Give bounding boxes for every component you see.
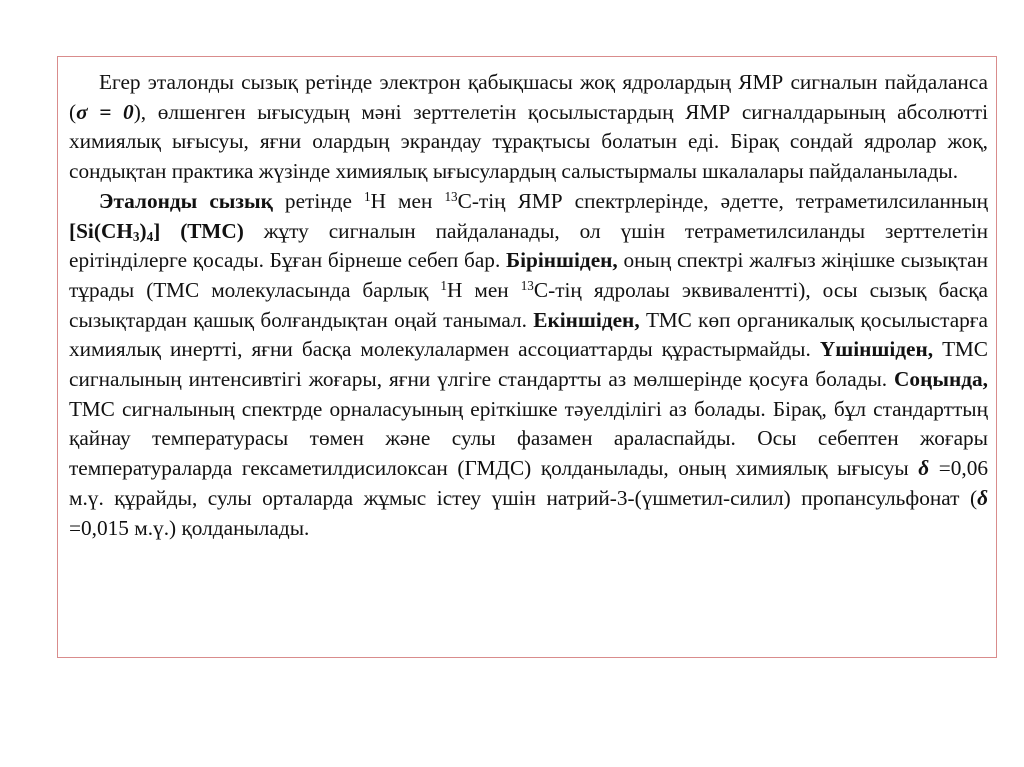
text-span: =0,015 м.ү.) қолданылады. [69,515,310,540]
delta-symbol: δ [918,456,930,481]
formula-part: ] (ТМС) [153,218,244,243]
paragraph-tms-standard [69,187,988,543]
tms-formula [69,219,244,243]
text-span: ТМС сигналының спектрде орналасуының еріткішке тәуелділігі аз болады. Бірақ, бұл стандарттың қайнау температурасы төмен және сулы фазамен араласпайды. Осы себептен жоғары температураларда гексаметилдисилоксан (ГМДС) қолданылады, оның химиялық ығысуы [69,396,988,481]
text-span: ретінде [272,188,365,213]
text-span: H мен [370,188,445,213]
bold-firstly: Біріншіден, [506,248,618,273]
subscript: 3 [132,229,140,245]
text-span: ТМС сигналының интенсивтігі жоғары, яғни үлгіге стандартты аз мөлшерінде қосуға болады. [69,337,988,392]
bold-term-reference-line: Эталонды сызық [99,188,273,213]
superscript: 1 [364,188,371,204]
text-span: C-тің ЯМР спектрлерінде, әдетте, тетраметилсиланның [457,188,988,213]
slide-text-frame [57,56,997,658]
bold-thirdly: Үшіншіден, [819,337,934,362]
formula-part: [Si(CH [69,218,133,243]
text-span: жұту сигналын пайдаланады, ол үшін тетраметилсиланды зерттелетін ерітінділерге қосады. Бұған бірнеше себеп бар. [69,218,988,273]
text-span: ), өлшенген ығысудың мәні зерттелетін қосылыстардың ЯМР сигналдарының абсолютті химиялық ығысуы, яғни олардың экрандау тұрақтысы болатын еді. Бірақ сондай ядролар жоқ, сондықтан практика жүзінде химиялық ығысулардың салыстырмалы шкалалары пайдаланылады. [69,99,988,184]
text-span: оның спектрі жалғыз жіңішке сызықтан тұрады (ТМС молекуласында барлық [69,248,988,302]
sigma-equation: σ = 0 [76,99,134,124]
superscript: 1 [440,277,447,293]
subscript: 4 [146,229,154,245]
text-span: ТМС көп органикалық қосылыстарға химиялық инертті, яғни басқа молекулалармен ассоциаттарды құрастырмайды. [69,307,988,362]
text-span: H мен [446,277,521,302]
formula-part: ) [139,218,147,243]
delta-symbol: δ [977,485,988,510]
bold-secondly: Екіншіден, [533,307,640,332]
text-span: Егер эталонды сызық ретінде электрон қабықшасы жоқ ядролардың ЯМР сигналын пайдаланса ( [69,70,988,124]
bold-finally: Соңында, [894,367,988,392]
text-span: =0,06 м.ү. құрайды, сулы орталарда жұмыс істеу үшін натрий-3-(үшметил-силил) пропансульфонат ( [69,456,988,510]
superscript: 13 [444,188,458,204]
text-span: C-тің ядролаы эквивалентті), осы сызық басқа сызықтардан қашық болғандықтан оңай танымал. [69,277,989,332]
paragraph-reference-scale [69,68,988,187]
superscript: 13 [520,277,534,293]
